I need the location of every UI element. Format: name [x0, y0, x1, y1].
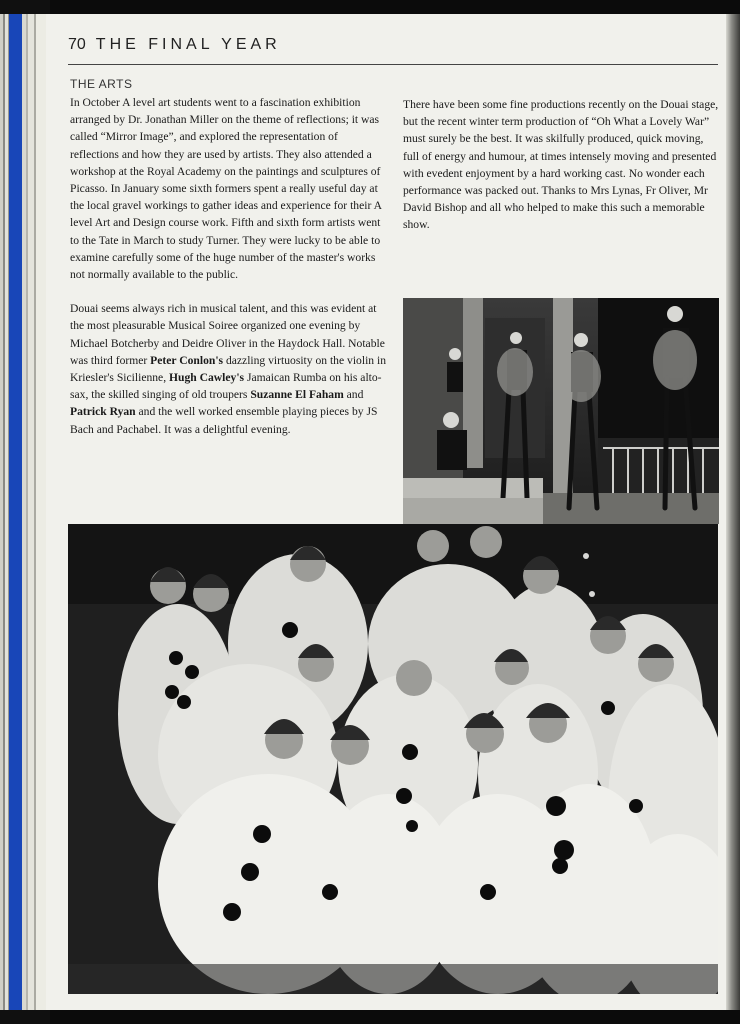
right-column: [403, 96, 719, 251]
text-run: Jamaican Rumba on his alto-sax, the skilled singing of old troupers: [70, 371, 382, 402]
page-number: 70: [68, 36, 86, 53]
pierrot-cast-photo: [68, 524, 718, 994]
text-run: and the well worked ensemble playing pieces by JS Bach and Pachabel. It was a delightful evening.: [70, 405, 378, 436]
drama-paragraph: There have been some fine productions recently on the Douai stage, but the recent winter term production of “Oh What a Lovely War” must surely be the best. It was skilfully produced, quick moving, full of energy and humour, at times intensely moving and presented with evedent enjoyment by a hard working cast. No wonder each performance was packed out. Thanks to Mrs Lynas, Fr Oliver, Mr David Bishop and all who helped to make this such a memorable show.: [403, 98, 719, 232]
music-paragraph: [70, 300, 386, 438]
facing-page-edge: [726, 14, 740, 1010]
left-column: [70, 76, 386, 455]
text-run: Douai seems always rich in musical talent, and this was evident at the most pleasurable Musical Soiree organized one evening by Michael Botcherby and Deidre Oliver in the Haydock Hall. Notable was third former: [70, 302, 385, 367]
page-stack-edge: [0, 14, 48, 1010]
text-run: dazzling virtuosity on the violin in Kriesler's Sicilienne,: [70, 353, 386, 385]
name-hugh-cawley: Hugh Cawley's: [169, 371, 245, 385]
art-paragraph: In October A level art students went to a fascination exhibition arranged by Dr. Jonathan Miller on the theme of reflections; it was called “Mirror Image”, and explored the representation of reflections and how they are used by artists. They also attended a workshop at the Royal Academy on the paintings and sculptures of Picasso. In January some sixth formers spent a really useful day at the local gravel workings to gather ideas and experience for their A level Art and Design course work. Fifth and sixth form artists went to the Tate in March to study Turner. They were lucky to be able to examine carefully some of the huge number of the master's works not normally available to the public.: [70, 96, 382, 282]
text-run: and: [343, 388, 364, 402]
stage-dancers-photo: [403, 298, 719, 524]
name-patrick-ryan: Patrick Ryan: [70, 405, 136, 419]
name-suzanne-el-faham: Suzanne El Faham: [250, 388, 344, 402]
section-heading: THE ARTS: [70, 77, 133, 91]
running-header: [68, 36, 718, 65]
running-title: THE FINAL YEAR: [95, 36, 281, 53]
name-peter-conlon: Peter Conlon's: [150, 353, 224, 367]
